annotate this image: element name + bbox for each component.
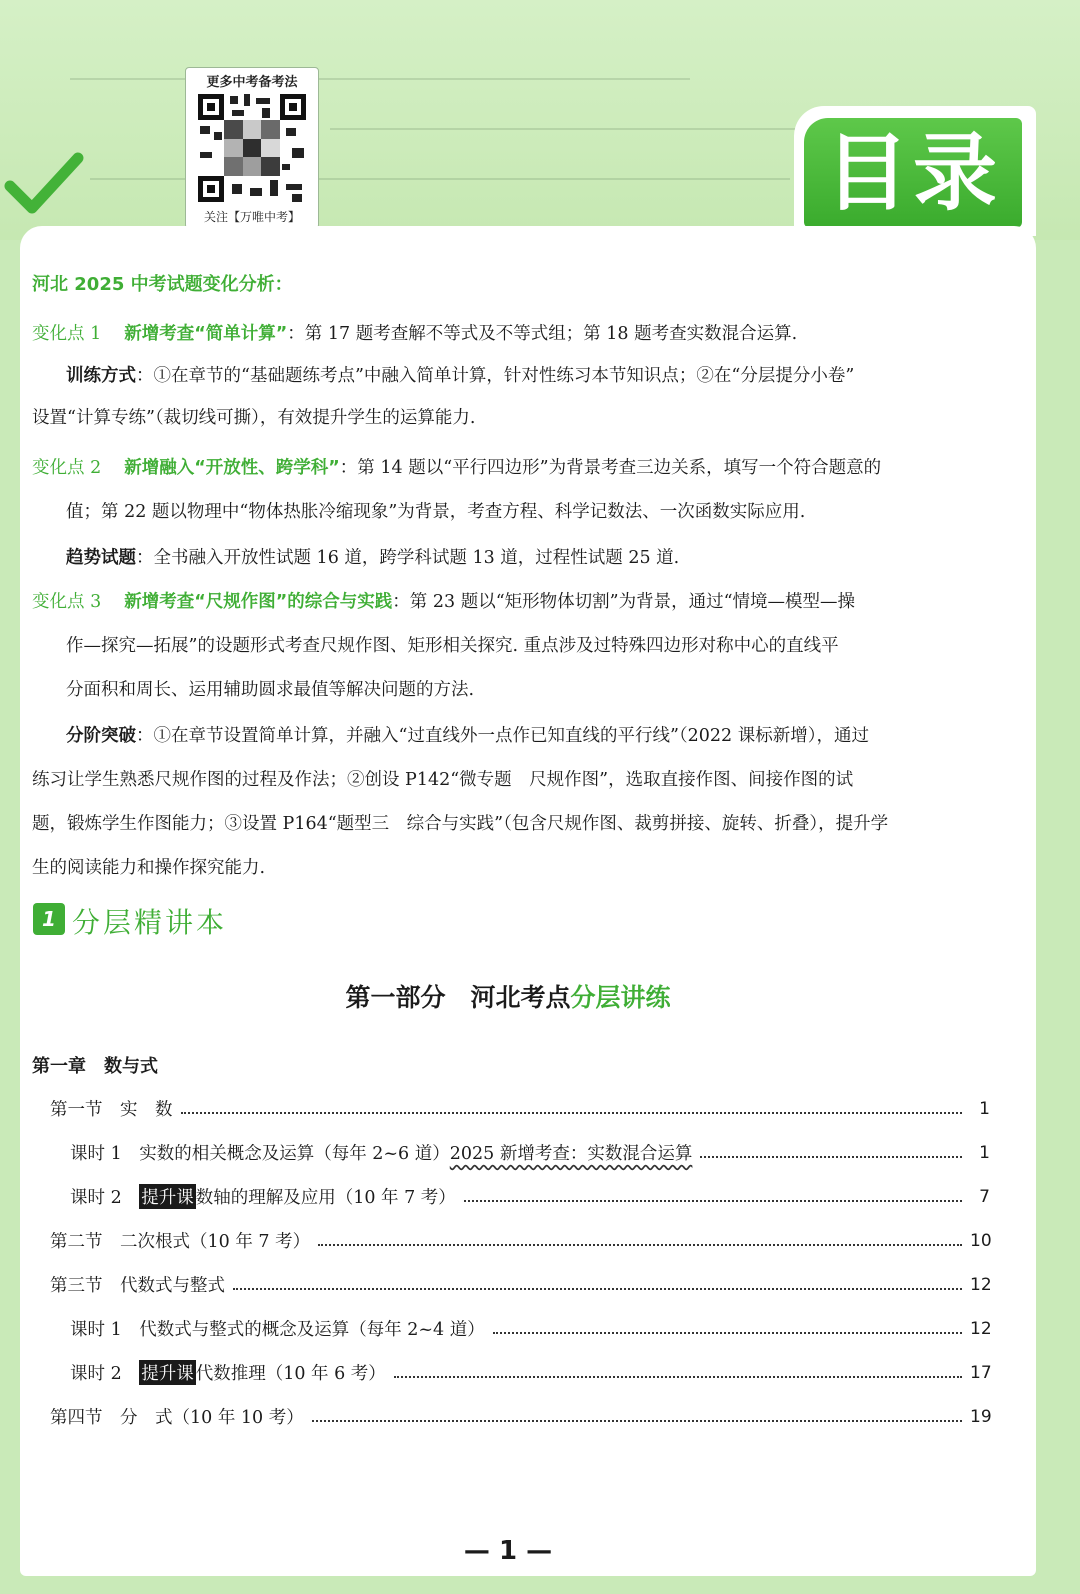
toc-row[interactable] bbox=[50, 1228, 990, 1253]
toc-page: 19 bbox=[970, 1406, 992, 1427]
toc-row[interactable] bbox=[70, 1360, 990, 1385]
toc-label: 课时 1 实数的相关概念及运算（每年 2~6 道） bbox=[70, 1144, 450, 1164]
toc-row[interactable] bbox=[70, 1140, 990, 1165]
toc-page: 1 bbox=[979, 1142, 990, 1163]
section-title: 分层精讲本 bbox=[72, 906, 228, 939]
toc-leader bbox=[312, 1420, 962, 1422]
change-3-line-3: 分面积和周长、运用辅助圆求最值等解决问题的方法. bbox=[66, 680, 475, 700]
toc-leader bbox=[700, 1156, 962, 1158]
toc-label: 课时 2 bbox=[70, 1364, 140, 1384]
qr-caption-bottom: 关注【万唯中考】 bbox=[203, 210, 300, 224]
toc-leader bbox=[318, 1244, 962, 1246]
toc-new-note: 2025 新增考查：实数混合运算 bbox=[449, 1144, 693, 1164]
toc-text: 代数推理（10 年 6 考） bbox=[195, 1364, 386, 1384]
toc-label: 第四节 分 式（10 年 10 考） bbox=[50, 1408, 304, 1428]
toc-page: 7 bbox=[979, 1186, 990, 1207]
toc-label: 课时 1 代数式与整式的概念及运算（每年 2~4 道） bbox=[70, 1320, 485, 1340]
change-point-1 bbox=[32, 320, 797, 345]
trend-line bbox=[66, 544, 679, 569]
step-line-2: 练习让学生熟悉尺规作图的过程及作法；②创设 P142“微专题 尺规作图”，选取直接作图、间接作图的试 bbox=[32, 770, 854, 790]
toc-label: 第一节 实 数 bbox=[50, 1100, 173, 1120]
step-line-4: 生的阅读能力和操作探究能力. bbox=[32, 858, 266, 878]
toc-leader bbox=[464, 1200, 962, 1202]
part-title-suffix: 分层讲练 bbox=[570, 983, 671, 1012]
part-title bbox=[20, 978, 996, 1014]
toc-row[interactable] bbox=[50, 1272, 990, 1297]
toc-page: 1 bbox=[979, 1098, 990, 1119]
change-label-2: 变化点 2 bbox=[32, 458, 102, 478]
part-title-prefix: 第一部分 河北考点 bbox=[345, 983, 571, 1012]
training-text: ：①在章节的“基础题练考点”中融入简单计算，针对性练习本节知识点；②在“分层提分小卷” bbox=[136, 366, 855, 386]
change-point-2 bbox=[32, 454, 881, 479]
change-2-line-2: 值；第 22 题以物理中“物体热胀冷缩现象”为背景，考查方程、科学记数法、一次函数实际应用. bbox=[66, 502, 806, 522]
step-line-3: 题，锻炼学生作图能力；③设置 P164“题型三 综合与实践”（包含尺规作图、裁剪拼接、旋转、折叠），提升学 bbox=[32, 814, 889, 834]
section-book-icon: 1 bbox=[33, 903, 65, 935]
checkmark-icon bbox=[4, 150, 84, 220]
faint-line bbox=[70, 78, 690, 80]
trend-label: 趋势试题 bbox=[66, 548, 136, 568]
toc-row[interactable] bbox=[50, 1404, 990, 1429]
qr-caption-top: 更多中考备考法 bbox=[206, 75, 298, 90]
toc-row[interactable] bbox=[70, 1316, 990, 1341]
change-text-2: ：第 14 题以“平行四边形”为背景考查三边关系，填写一个符合题意的 bbox=[339, 458, 882, 478]
toc-leader bbox=[181, 1112, 963, 1114]
step-label: 分阶突破 bbox=[66, 726, 136, 746]
toc-row[interactable] bbox=[50, 1096, 990, 1121]
change-text-1: ：第 17 题考查解不等式及不等式组；第 18 题考查实数混合运算. bbox=[287, 324, 798, 344]
content-card bbox=[20, 226, 1036, 1576]
page-title: 目录 bbox=[804, 118, 1022, 228]
change-topic-2: 新增融入“开放性、跨学科” bbox=[124, 458, 340, 478]
training-line-1 bbox=[66, 362, 854, 387]
change-point-3 bbox=[32, 588, 855, 613]
lesson-tag-badge: 提升课 bbox=[139, 1184, 196, 1209]
step-line-1 bbox=[66, 722, 869, 747]
toc-row[interactable] bbox=[70, 1184, 990, 1209]
change-topic-1: 新增考查“简单计算” bbox=[124, 324, 288, 344]
toc-leader bbox=[394, 1376, 962, 1378]
toc-leader bbox=[493, 1332, 962, 1334]
change-3-line-2: 作—探究—拓展”的设题形式考查尺规作图、矩形相关探究. 重点涉及过特殊四边形对称中心的直线平 bbox=[66, 636, 839, 656]
change-label-1: 变化点 1 bbox=[32, 324, 102, 344]
faint-line bbox=[330, 128, 810, 130]
toc-text: 数轴的理解及应用（10 年 7 考） bbox=[195, 1188, 456, 1208]
page-number: — 1 — bbox=[463, 1536, 553, 1566]
qr-code-card bbox=[185, 67, 319, 229]
lesson-tag-badge: 提升课 bbox=[139, 1360, 196, 1385]
toc-page: 17 bbox=[970, 1362, 992, 1383]
toc-leader bbox=[233, 1288, 962, 1290]
toc-page: 10 bbox=[970, 1230, 992, 1251]
toc-page: 12 bbox=[970, 1318, 992, 1339]
toc-page: 12 bbox=[970, 1274, 992, 1295]
title-tab bbox=[794, 106, 1036, 236]
analysis-heading: 河北 2025 中考试题变化分析： bbox=[32, 274, 293, 295]
change-label-3: 变化点 3 bbox=[32, 592, 102, 612]
training-line-2: 设置“计算专练”（裁切线可撕），有效提升学生的运算能力. bbox=[32, 408, 476, 428]
toc-label: 课时 2 bbox=[70, 1188, 140, 1208]
change-topic-3: 新增考查“尺规作图”的综合与实践 bbox=[124, 592, 393, 612]
qr-code-image[interactable] bbox=[196, 92, 308, 204]
step-text: ：①在章节设置简单计算，并融入“过直线外一点作已知直线的平行线”（2022 课标新增），通过 bbox=[136, 726, 869, 746]
training-label: 训练方式 bbox=[66, 366, 136, 386]
trend-text: ：全书融入开放性试题 16 道，跨学科试题 13 道，过程性试题 25 道. bbox=[136, 548, 680, 568]
toc-label: 第二节 二次根式（10 年 7 考） bbox=[50, 1232, 311, 1252]
change-text-3: ：第 23 题以“矩形物体切割”为背景，通过“情境—模型—操 bbox=[392, 592, 856, 612]
chapter-title: 第一章 数与式 bbox=[32, 1056, 158, 1077]
toc-label: 第三节 代数式与整式 bbox=[50, 1276, 225, 1296]
